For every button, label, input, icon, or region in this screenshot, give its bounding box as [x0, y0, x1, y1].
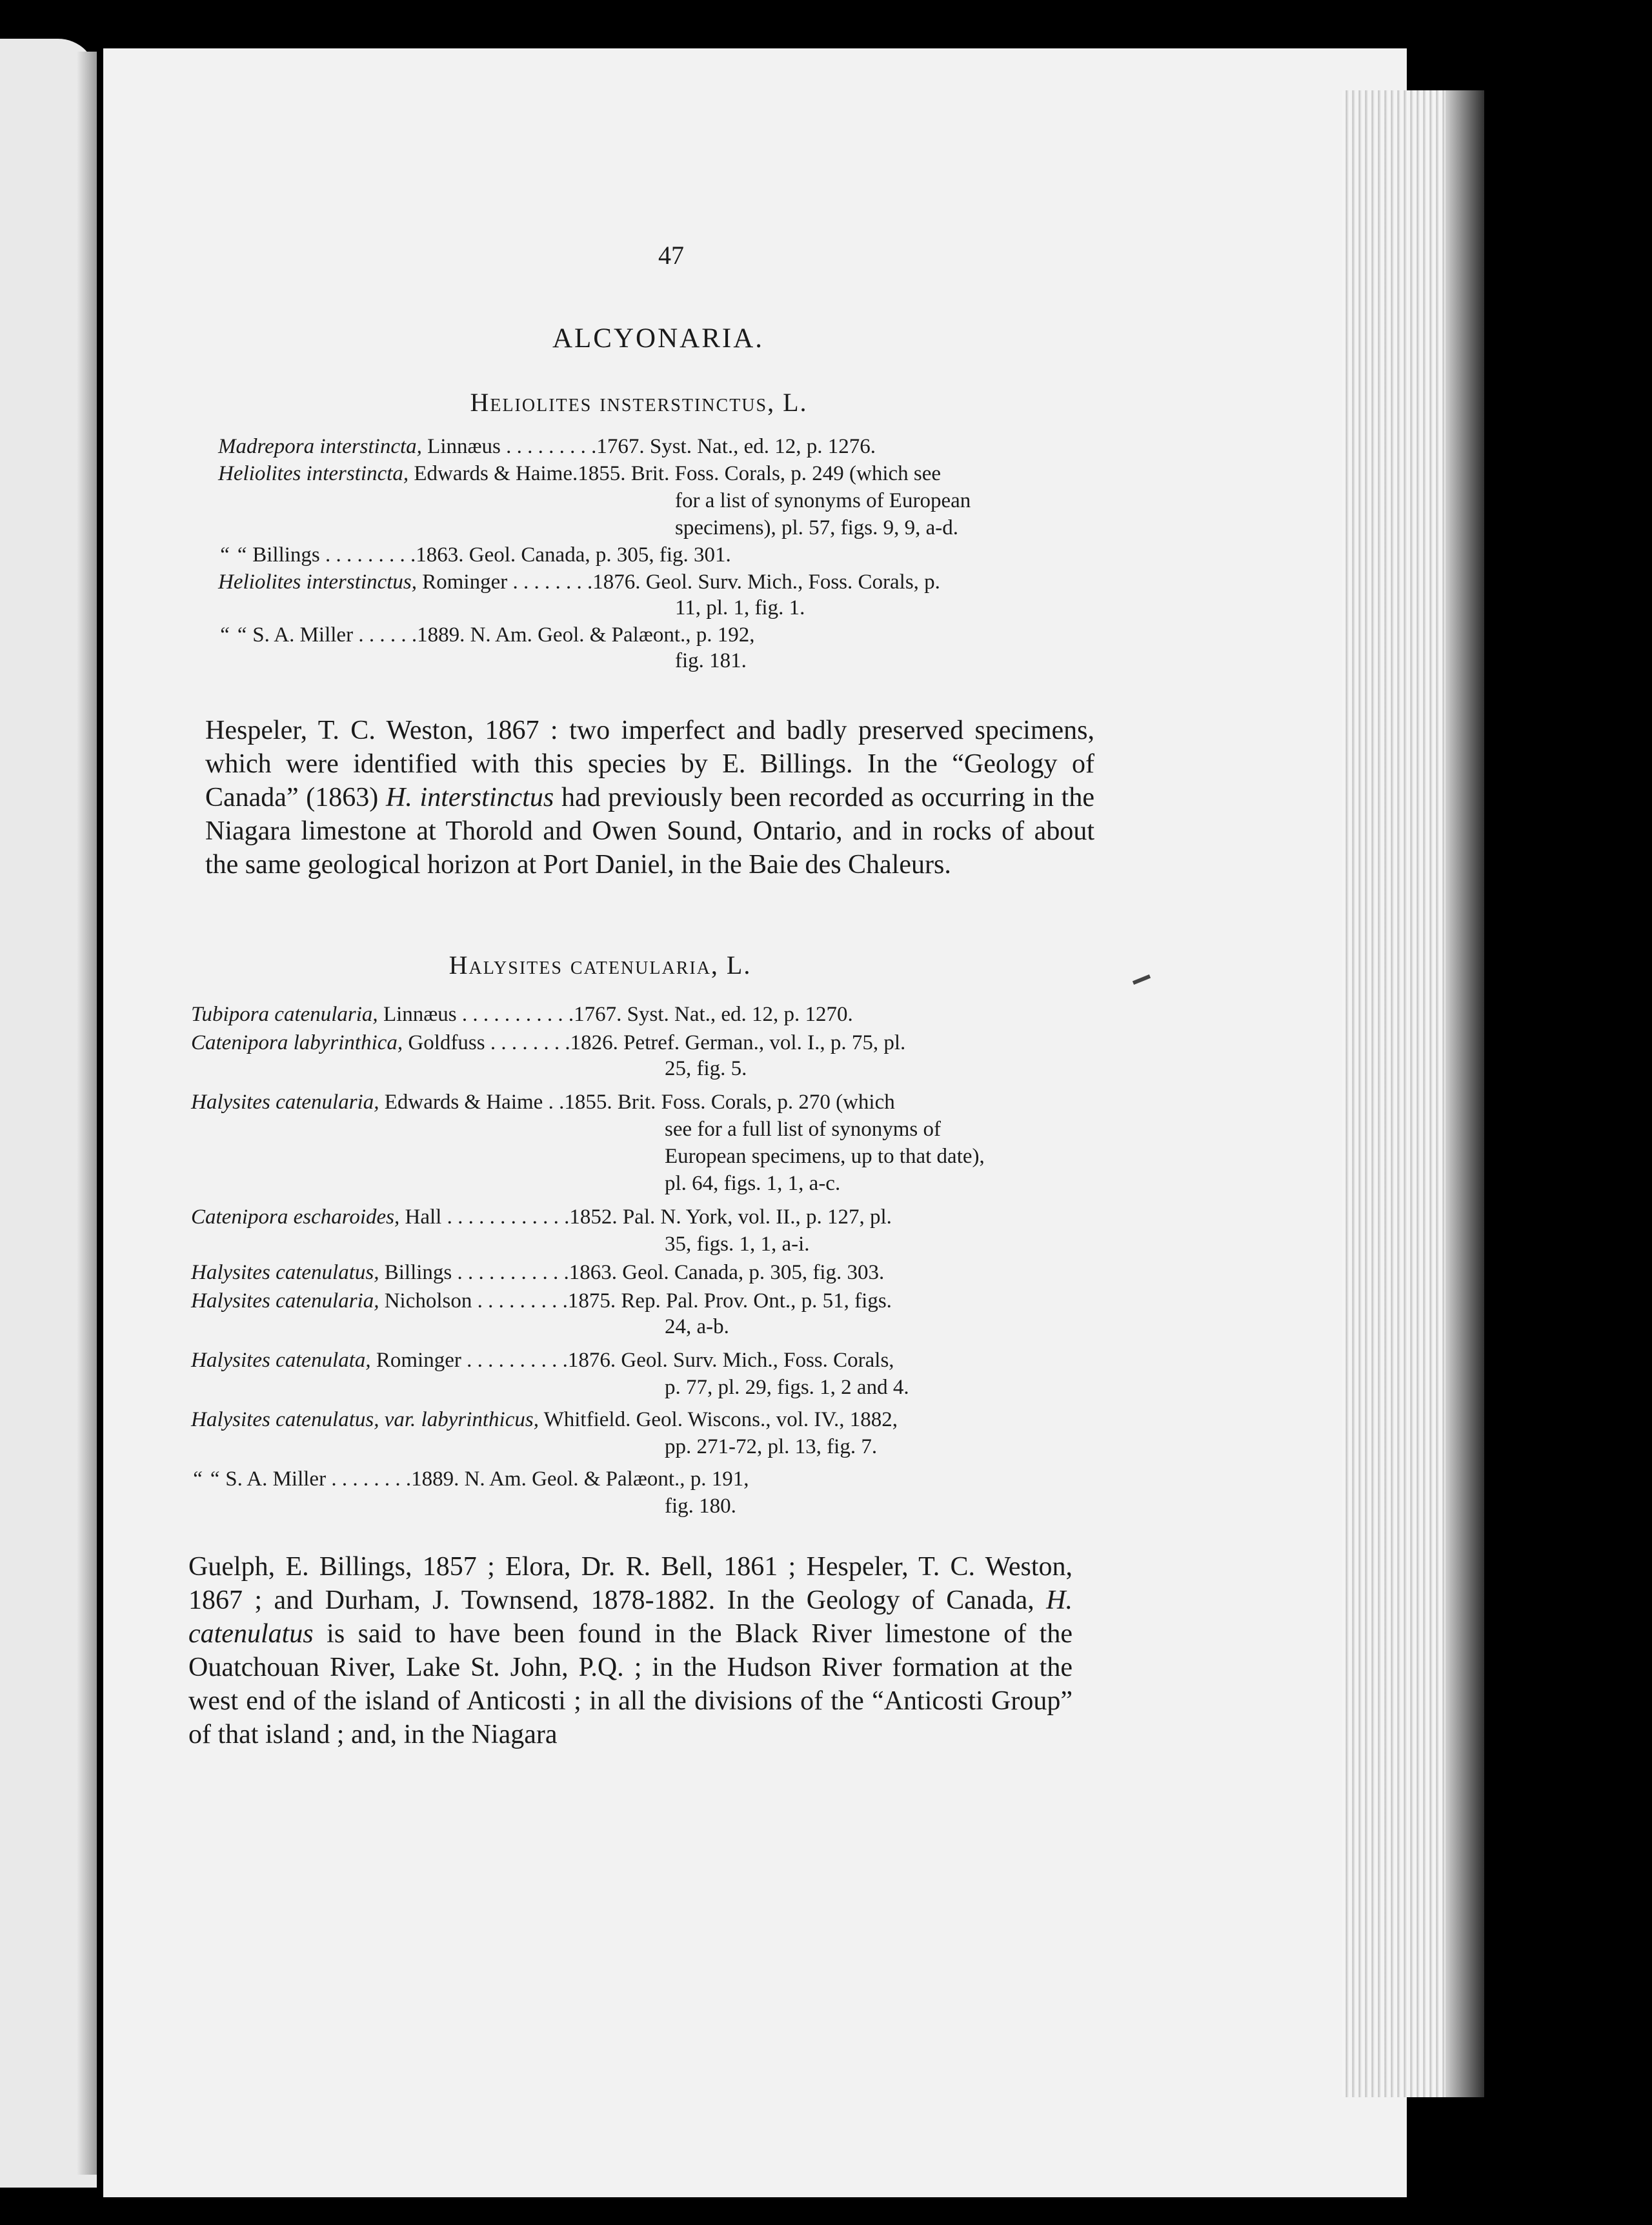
synonym-year: 1876. [567, 1349, 616, 1372]
synonym-author: Edwards & Haime [379, 1091, 543, 1114]
synonym-entry [218, 545, 731, 566]
synonym-name: Heliolites interstincta, [218, 462, 409, 485]
synonym-reference-continued: 35, figs. 1, 1, a-i. [665, 1233, 810, 1256]
synonym-author: S. A. Miller [247, 623, 354, 647]
synonym-year: 1852. [569, 1205, 618, 1229]
synonym-reference: Geol. Canada, p. 305, fig. 301. [463, 543, 731, 567]
synonym-author: Whitfield. [538, 1408, 631, 1431]
synonym-reference: Rep. Pal. Prov. Ont., p. 51, figs. [616, 1289, 892, 1313]
synonym-name: Tubipora catenularia, [191, 1003, 378, 1026]
synonym-name: Halysites catenulata, [191, 1349, 371, 1372]
synonym-reference: N. Am. Geol. & Palæont., p. 191, [459, 1467, 749, 1491]
synonym-name: “ “ [191, 1467, 220, 1491]
synonym-author: Linnæus [378, 1003, 457, 1026]
synonym-reference-continued: 11, pl. 1, fig. 1. [675, 596, 805, 619]
synonym-author: Billings [379, 1261, 452, 1284]
synonym-entry [191, 1350, 894, 1371]
paragraph-part: had previously been recorded as occurring in the Niagara limestone at Thorold and Owen Sound, Ontario, and in rocks of about the same geological horizon at Port Daniel, in the Baie des Chaleurs. [205, 783, 1094, 880]
synonym-year: 1876. [592, 570, 641, 594]
synonym-reference: Brit. Foss. Corals, p. 249 (which see [625, 462, 942, 485]
paragraph-part: Guelph, E. Billings, 1857 ; Elora, Dr. R. Bell, 1861 ; Hespeler, T. C. Weston, 1867 ; and Durham, J. Townsend, 1878-1882. In the Geology of Canada, [188, 1552, 1073, 1615]
page-number: 47 [658, 241, 684, 270]
leader-dots: . . . . . . . . . . [461, 1349, 568, 1372]
paragraph-text [188, 1550, 1073, 1751]
leader-dots: . . . . . . . . . [319, 543, 416, 567]
synonym-author: Linnæus [421, 435, 501, 458]
paragraph-heliolites [205, 714, 1094, 881]
leader-dots: . . [543, 1091, 565, 1114]
synonym-reference: Geol. Canada, p. 305, fig. 303. [617, 1261, 885, 1284]
synonym-entry [218, 625, 755, 646]
synonym-reference: Syst. Nat., ed. 12, p. 1276. [644, 435, 876, 458]
synonym-reference-continued: pp. 271-72, pl. 13, fig. 7. [665, 1435, 878, 1458]
synonym-year: 1767. [574, 1003, 622, 1026]
synonym-name: Halysites catenularia, [191, 1091, 379, 1114]
synonym-name: Catenipora labyrinthica, [191, 1031, 403, 1054]
synonym-entry [218, 463, 941, 485]
synonym-name: Halysites catenulatus, [191, 1261, 379, 1284]
synonym-name: “ “ [218, 543, 247, 567]
synonym-reference-continued: specimens), pl. 57, figs. 9, 9, a-d. [675, 516, 959, 539]
synonym-author: Nicholson [379, 1289, 472, 1313]
synonym-author: S. A. Miller [219, 1467, 327, 1491]
synonym-name: Halysites catenularia, [191, 1289, 379, 1313]
synonym-reference-continued: see for a full list of synonyms of [665, 1118, 942, 1141]
synonym-year: 1889. [411, 1467, 459, 1491]
paragraph-part: is said to have been found in the Black River limestone of the Ouatchouan River, Lake St. John, P.Q. ; in the Hudson River formation at the west end of the island of Anticosti ; in all the divisions of the “Anticosti Group” of that island ; and, in the Niagara [188, 1619, 1073, 1749]
synonym-entry [218, 436, 876, 458]
synonym-reference-continued: fig. 180. [665, 1495, 736, 1518]
taxon-name: H. interstinctus [386, 783, 554, 812]
leader-dots: . . . . . . . . [485, 1031, 570, 1054]
synonym-reference: Geol. Wiscons., vol. IV., 1882, [630, 1408, 898, 1431]
synonym-author: Edwards & Haime. [408, 462, 578, 485]
leader-dots: . . . . . . . . . . . [456, 1003, 574, 1026]
synonym-entry [191, 1262, 884, 1284]
synonym-year: 1826. [570, 1031, 618, 1054]
synonym-reference: Pal. N. York, vol. II., p. 127, pl. [617, 1205, 892, 1229]
synonym-year: 1855. [578, 462, 626, 485]
synonym-year: 1863. [569, 1261, 617, 1284]
paragraph-text [205, 714, 1094, 881]
synonym-name: Heliolites interstinctus, [218, 570, 417, 594]
synonym-entry [191, 1032, 905, 1054]
synonym-author: Rominger [416, 570, 508, 594]
species-heading-heliolites: Heliolites insterstinctus, L. [470, 388, 808, 417]
synonym-reference: N. Am. Geol. & Palæont., p. 192, [465, 623, 755, 647]
leader-dots: . . . . . . . . . . . . [441, 1205, 570, 1229]
synonym-year: 1767. [596, 435, 645, 458]
synonym-reference-continued: European specimens, up to that date), [665, 1145, 985, 1168]
synonym-name: Madrepora interstincta, [218, 435, 422, 458]
species-heading-halysites: Halysites catenularia, L. [448, 951, 752, 980]
synonym-year: 1889. [417, 623, 465, 647]
synonym-entry [191, 1092, 895, 1113]
synonym-reference-continued: 25, fig. 5. [665, 1057, 747, 1080]
synonym-name: Catenipora escharoides, [191, 1205, 400, 1229]
section-title: ALCYONARIA. [552, 323, 765, 354]
synonym-reference: Syst. Nat., ed. 12, p. 1270. [621, 1003, 853, 1026]
synonym-entry [218, 572, 940, 593]
synonym-reference: Petref. German., vol. I., p. 75, pl. [618, 1031, 906, 1054]
synonym-name: “ “ [218, 623, 247, 647]
synonym-reference-continued: for a list of synonyms of European [675, 489, 971, 512]
synonym-entry [191, 1469, 749, 1490]
leader-dots: . . . . . . [353, 623, 418, 647]
synonym-reference-continued: pl. 64, figs. 1, 1, a-c. [665, 1172, 841, 1195]
leader-dots: . . . . . . . . . [500, 435, 597, 458]
leader-dots: . . . . . . . . [326, 1467, 412, 1491]
synonym-entry [191, 1291, 892, 1312]
paragraph-halysites [188, 1550, 1073, 1751]
synonym-author: Goldfuss [403, 1031, 485, 1054]
synonym-author: Hall [399, 1205, 442, 1229]
synonym-year: 1875. [567, 1289, 616, 1313]
synonym-name: Halysites catenulatus, var. labyrinthicus, [191, 1408, 539, 1431]
synonym-reference: Geol. Surv. Mich., Foss. Corals, p. [640, 570, 940, 594]
taxon-name: H. catenulatus [188, 1586, 1073, 1649]
synonym-entry [191, 1409, 898, 1431]
synonym-reference: Brit. Foss. Corals, p. 270 (which [612, 1091, 895, 1114]
paragraph-part: Hespeler, T. C. Weston, 1867 : two imperfect and badly preserved specimens, which were identified with this species by E. Billings. In the “Geology of Canada” (1863) [205, 716, 1094, 812]
synonym-reference-continued: fig. 181. [675, 649, 747, 672]
synonym-entry [191, 1207, 892, 1228]
synonym-entry [191, 1004, 853, 1025]
synonym-year: 1855. [564, 1091, 612, 1114]
synonym-reference-continued: p. 77, pl. 29, figs. 1, 2 and 4. [665, 1376, 909, 1399]
leader-dots: . . . . . . . . . . . [452, 1261, 569, 1284]
synonym-author: Billings [247, 543, 320, 567]
synonym-year: 1863. [416, 543, 464, 567]
leader-dots: . . . . . . . . . [472, 1289, 568, 1313]
synonym-reference: Geol. Surv. Mich., Foss. Corals, [616, 1349, 894, 1372]
synonym-reference-continued: 24, a-b. [665, 1315, 729, 1338]
synonym-author: Rominger [370, 1349, 461, 1372]
leader-dots: . . . . . . . . [507, 570, 593, 594]
